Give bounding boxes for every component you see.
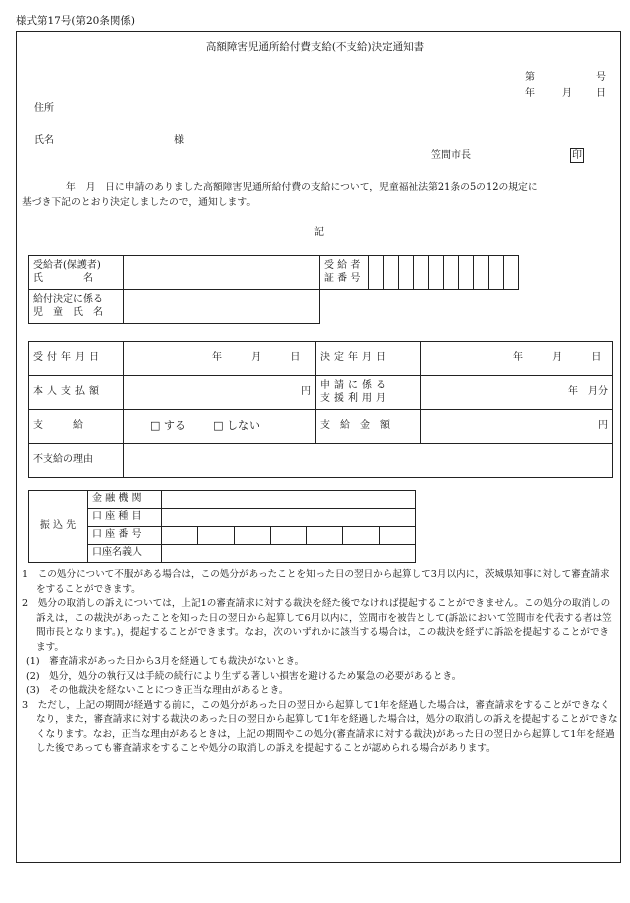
recipient-table (28, 255, 519, 290)
note-2-item-2: (2) 処分，処分の執行又は手続の続行により生ずる著しい損害を避けるため緊急の必要があるとき。 (26, 670, 462, 682)
acct-digit-7[interactable] (379, 527, 415, 545)
acct-holder-field[interactable] (162, 545, 416, 563)
cert-digit-10[interactable] (504, 256, 519, 290)
cert-digit-6[interactable] (444, 256, 459, 290)
acct-digit-4[interactable] (270, 527, 306, 545)
note-2-item-3: (3) その他裁決を経ないことにつき正当な理由があるとき。 (26, 685, 289, 696)
service-month-label (316, 376, 421, 410)
doc-no-dai: 第 (525, 72, 535, 83)
child-label-1: 給付決定に係る (33, 294, 103, 305)
seal-text: 印 (572, 150, 582, 161)
recipient-label-cell (29, 256, 124, 290)
acct-digit-3[interactable] (234, 527, 270, 545)
cert-digit-1[interactable] (369, 256, 384, 290)
receipt-day: 日 (290, 352, 301, 364)
self-pay-yen: 円 (301, 386, 311, 398)
notes-section (22, 568, 618, 757)
transfer-to-label: 振 込 先 (29, 491, 88, 563)
decision-date-label: 決定年月日 (316, 342, 421, 376)
pay-amount-yen: 円 (598, 420, 608, 432)
cert-digit-7[interactable] (459, 256, 474, 290)
receipt-month: 月 (251, 352, 262, 364)
issuer: 笠間市長 (431, 150, 471, 161)
form-number: 様式第17号(第20条関係) (16, 15, 135, 27)
intro-line-1: 年 月 日に申請のありました高額障害児通所給付費の支給について，児童福祉法第21条の5の12の規定に (66, 182, 538, 193)
receipt-date-field[interactable] (124, 342, 316, 376)
sama-label: 様 (174, 135, 184, 146)
decision-day: 日 (591, 352, 602, 364)
decision-month: 月 (552, 352, 563, 364)
self-pay-label: 本人支払額 (29, 376, 124, 410)
pay-amount-label: 支 給 金 額 (316, 410, 421, 444)
payment-no-checkbox[interactable]: □ しない (213, 419, 260, 433)
payment-yes-checkbox[interactable]: □ する (150, 419, 186, 433)
payment-label: 支 給 (29, 410, 124, 444)
acct-digit-2[interactable] (198, 527, 234, 545)
date-year: 年 (525, 88, 535, 99)
cert-digit-8[interactable] (474, 256, 489, 290)
payment-options (124, 410, 316, 444)
name-label: 氏名 (34, 135, 54, 146)
acct-type-field[interactable] (162, 509, 416, 527)
doc-no-go: 号 (596, 72, 606, 83)
refusal-reason-field[interactable] (124, 444, 613, 478)
bank-label: 金 融 機 関 (88, 491, 162, 509)
self-pay-field[interactable] (124, 376, 316, 410)
recipient-name-field[interactable] (124, 256, 320, 290)
intro-line-2: 基づき下記のとおり決定しましたので，通知します。 (22, 197, 257, 208)
bank-field[interactable] (162, 491, 416, 509)
document-title: 高額障害児通所給付費支給(不支給)決定通知書 (205, 41, 425, 53)
decision-table (28, 341, 613, 478)
cert-label-2: 証 番 号 (324, 272, 361, 284)
pay-amount-field[interactable] (421, 410, 613, 444)
cert-label-cell (320, 256, 369, 290)
decision-date-field[interactable] (421, 342, 613, 376)
acct-no-label: 口 座 番 号 (88, 527, 162, 545)
seal-mark (570, 148, 584, 163)
cert-digit-2[interactable] (384, 256, 399, 290)
cert-digit-9[interactable] (489, 256, 504, 290)
note-3: 3 ただし，上記の期間が経過する前に，この処分があった日の翌日から起算して1年を経過した場合は，審査請求をすることができなくなり，また，審査請求に対する裁決のあった日の翌日から起算して1年を経過した場合は，処分の取消しの訴えを提起することができなくなります。なお，正当な理由があるときは，上記の期間やこの処分(審査請求に対する裁決)があった日の翌日から起算して1年を経過した後であっても審査請求をすることや処分の取消しの訴えを提起することが認められる場合があります。 (22, 699, 618, 754)
acct-digit-6[interactable] (343, 527, 379, 545)
receipt-year: 年 (212, 352, 222, 364)
note-2-item-1: (1) 審査請求があった日から3月を経過しても裁決がないとき。 (26, 656, 305, 667)
recipient-label-1: 受給者(保護者) (33, 260, 101, 271)
service-year-month: 年 月分 (568, 386, 608, 398)
cert-label-1: 受 給 者 (324, 260, 361, 271)
date-month: 月 (562, 88, 572, 99)
child-label-2: 児 童 氏 名 (33, 306, 103, 318)
cert-digit-4[interactable] (414, 256, 429, 290)
cert-digit-5[interactable] (429, 256, 444, 290)
refusal-reason-label: 不支給の理由 (29, 444, 124, 478)
service-month-field[interactable] (421, 376, 613, 410)
child-name-field[interactable] (124, 290, 320, 324)
service-month-label-1: 申請に係る (320, 380, 390, 391)
transfer-table (28, 490, 416, 563)
recipient-label-2: 氏 名 (33, 272, 93, 284)
acct-digit-1[interactable] (162, 527, 198, 545)
child-label-cell (29, 290, 124, 324)
note-1: 1 この処分について不服がある場合は，この処分があったことを知った日の翌日から起算して3月以内に，茨城県知事に対して審査請求をすることができます。 (22, 569, 610, 595)
ki-label: 記 (314, 227, 324, 238)
note-2: 2 処分の取消しの訴えについては，上記1の審査請求に対する裁決を経た後でなければ提起することができません。この処分の取消しの訴えは，この裁決があったことを知った日の翌日から起算して6月以内に，笠間市を被告として(訴訟において笠間市を代表する者は笠間市長となります。)，提起することができます。なお，次のいずれかに該当する場合は，この裁決を経ずに訴訟を提起することができます。 (22, 598, 612, 653)
decision-year: 年 (513, 352, 523, 364)
cert-digit-3[interactable] (399, 256, 414, 290)
date-day: 日 (596, 88, 606, 99)
acct-holder-label: 口座名義人 (88, 545, 162, 563)
child-table (28, 289, 320, 324)
acct-digit-5[interactable] (307, 527, 343, 545)
acct-type-label: 口 座 種 目 (88, 509, 162, 527)
receipt-date-label: 受付年月日 (29, 342, 124, 376)
address-label: 住所 (34, 103, 54, 114)
service-month-label-2: 支援利用月 (320, 392, 390, 404)
